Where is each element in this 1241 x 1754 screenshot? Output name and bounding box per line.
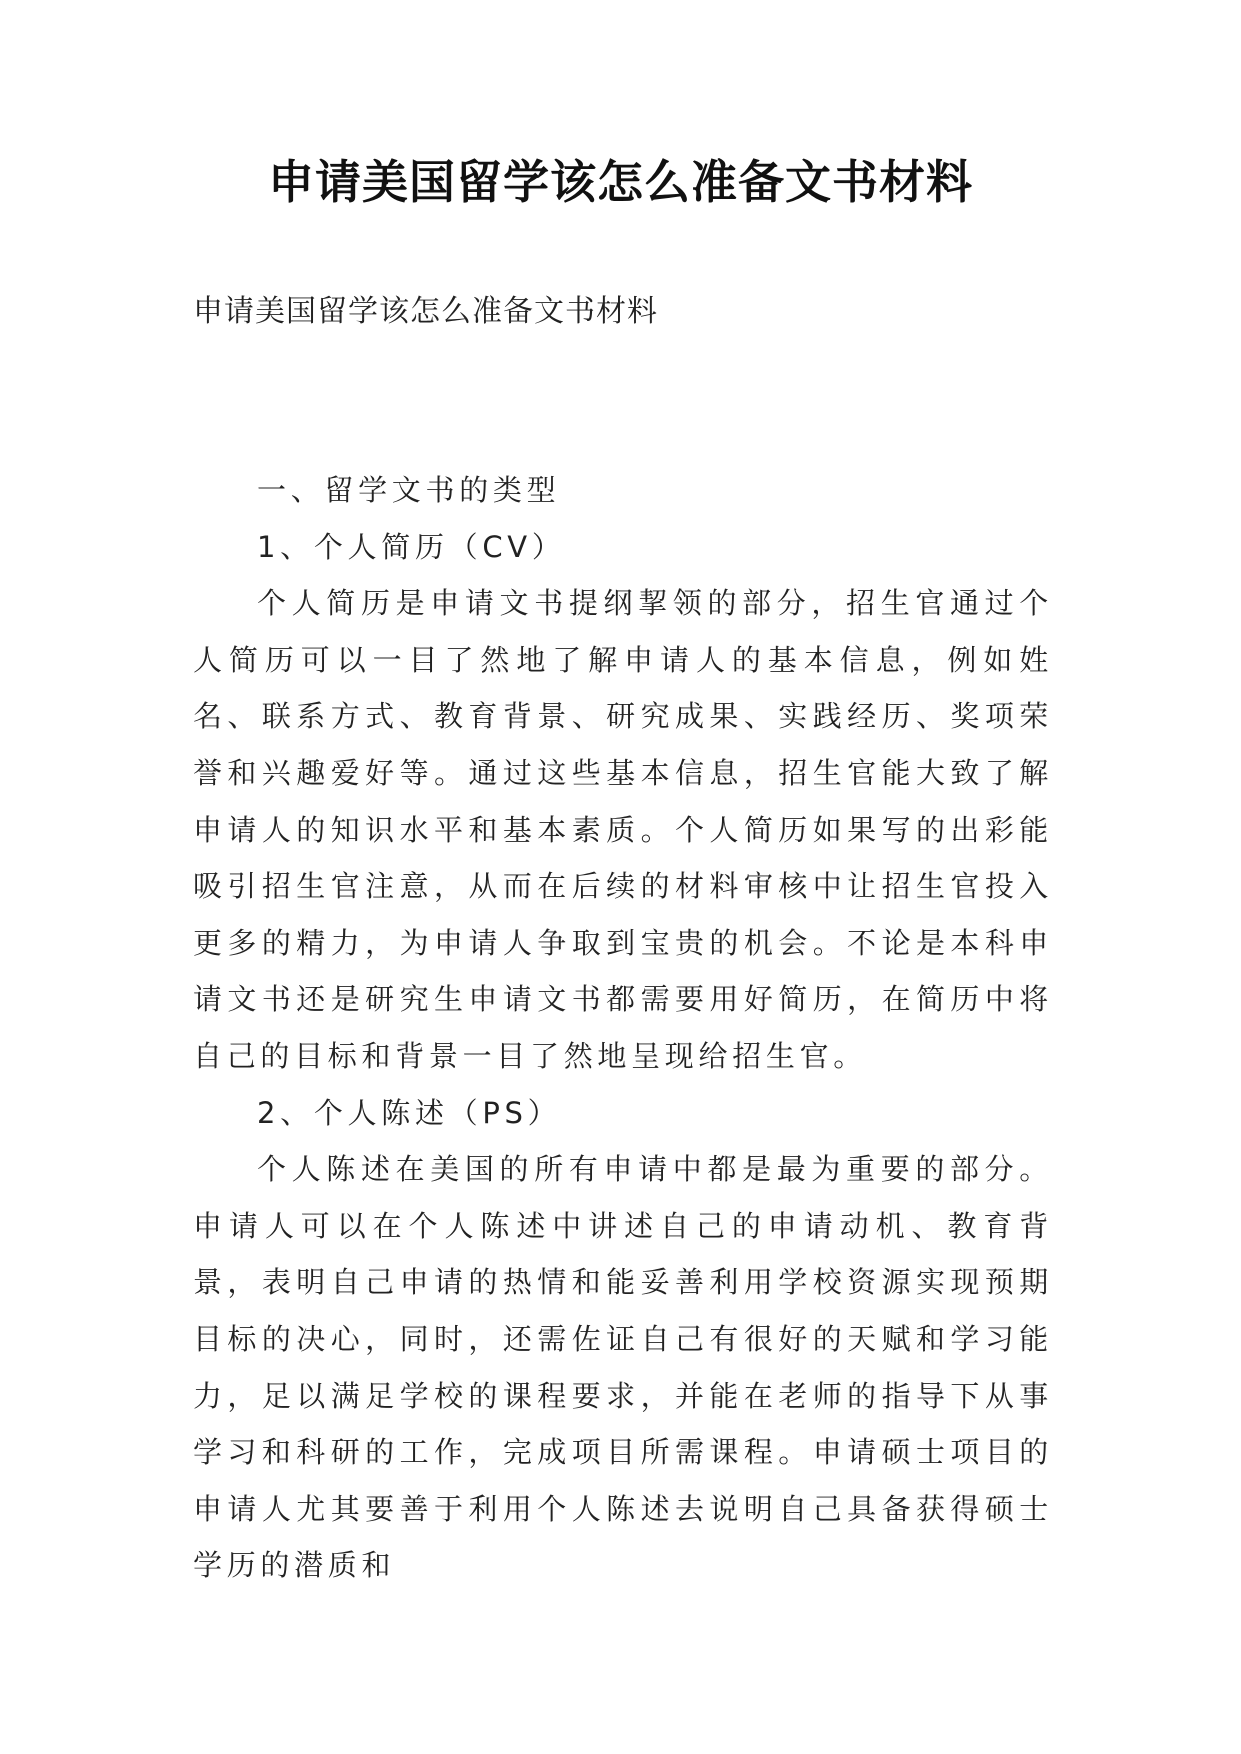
paragraph-ps: 个人陈述在美国的所有申请中都是最为重要的部分。申请人可以在个人陈述中讲述自己的申请动机、教育背景，表明自己申请的热情和能妥善利用学校资源实现预期目标的决心，同时，还需佐证自己有很好的天赋和学习能力，足以满足学校的课程要求，并能在老师的指导下从事学习和科研的工作，完成项目所需课程。申请硕士项目的申请人尤其要善于利用个人陈述去说明自己具备获得硕士学历的潜质和 (193, 1152, 1053, 1583)
subsection-heading-ps: 2、个人陈述（PS） (257, 1095, 562, 1130)
subsection-heading-cv: 1、个人简历（CV） (257, 529, 566, 564)
paragraph-cv: 个人简历是申请文书提纲挈领的部分，招生官通过个人简历可以一目了然地了解申请人的基本信息，例如姓名、联系方式、教育背景、研究成果、实践经历、奖项荣誉和兴趣爱好等。通过这些基本信息，招生官能大致了解申请人的知识水平和基本素质。个人简历如果写的出彩能吸引招生官注意，从而在后续的材料审核中让招生官投入更多的精力，为申请人争取到宝贵的机会。不论是本科申请文书还是研究生申请文书都需要用好简历，在简历中将自己的目标和背景一目了然地呈现给招生官。 (193, 586, 1053, 1073)
document-body (193, 462, 1053, 1594)
document-title: 申请美国留学该怎么准备文书材料 (268, 155, 973, 209)
document-subtitle: 申请美国留学该怎么准备文书材料 (193, 294, 658, 329)
section-heading-types: 一、留学文书的类型 (257, 473, 561, 507)
